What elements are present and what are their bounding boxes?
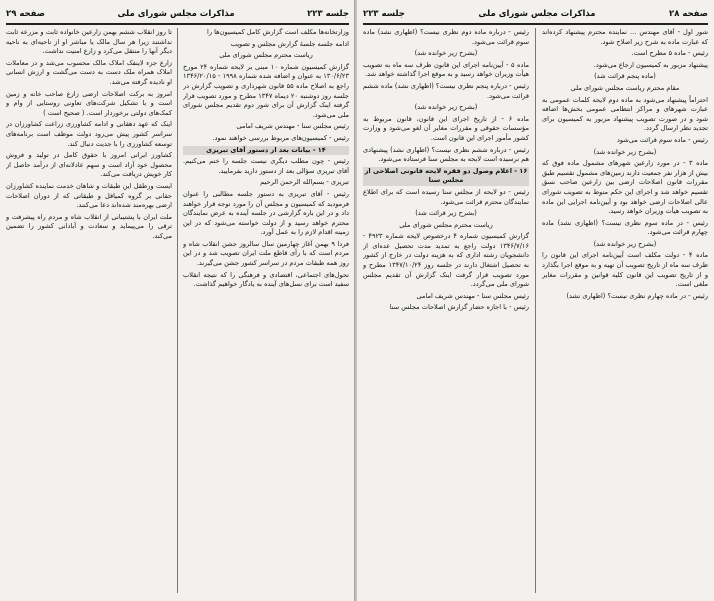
left-page-left-column <box>6 28 172 595</box>
paragraph: رئیس مجلس سنا - مهندس شریف امامی <box>416 291 529 300</box>
paragraph: رئیس - کمیسیون‌های مربوط بررسی خواهند نمود. <box>212 133 349 142</box>
left-page-session: جلسه ۲۲۳ <box>307 9 349 19</box>
paragraph: امروز به برکت اصلاحات ارضی زارع صاحب خانه و زمین است و با تشکیل شرکت‌های تعاونی روستایی از وام و کمک‌های دولتی برخوردار است. ( صحیح است ) <box>6 89 172 117</box>
paragraph: رئیس - ماده سوم قرائت می‌شود <box>616 135 708 144</box>
right-page-header <box>363 6 708 22</box>
paragraph: (بشرح زیر خوانده شد) <box>414 103 478 112</box>
left-page-header <box>6 6 349 22</box>
paragraph: رئیس - ماده ۵ مطرح است. <box>631 49 708 58</box>
paragraph: ادامه جلسه جلسهٔ گزارش مجلس و تصویب <box>230 39 349 48</box>
right-page-left-column <box>363 28 529 595</box>
paragraph: مقام محترم ریاست مجلس شورای ملی <box>570 83 680 92</box>
left-page-right-column <box>183 28 349 595</box>
left-page <box>0 0 356 601</box>
paragraph: گزارش کمیسیون شماره ۴ درخصوص لایحه شماره ۴۹۲۳ - ۱۳۴۶/۷/۱۶ دولت راجع به تمدید مدت تحصیل عده‌ای از دانشجویان رشته اداری که به هزینه دولت در خارج از کشور به تحصیل اشتغال دارند در جلسه روز ۱۳۴۷/۱۰/۲۴ مطرح و مورد تصویب قرار گرفت اینک گزارش آن تقدیم مجلس شورای ملی می‌گردد. <box>363 232 529 289</box>
paragraph: ماده ۳ - در مورد زارعین شهرهای مشمول ماده فوق که بیش از هزار نفر جمعیت دارند زمین‌های مشمول تقسیم طبق مقررات قانون اصلاحات ارضی بین زارعین صاحب نسق تقسیم خواهد شد و اجرای این حکم منوط به تصویب شورای عالی اصلاحات ارضی خواهد بود و آیین‌نامه اجرایی این ماده به تصویب هیأت وزیران خواهد رسید. <box>542 159 708 216</box>
paragraph: ماده ۵ - آیین‌نامه اجرای این قانون ظرف سه ماه به تصویب هیأت وزیران خواهد رسید و به موقع اجرا گذاشته خواهد شد. <box>363 60 529 79</box>
paragraph: (بشرح زیر خوانده شد) <box>593 239 657 248</box>
paragraph: فردا ۹ بهمن آغاز چهارمین سال سالروز جشن انقلاب شاه و مردم است که با رأی قاطع ملت ایران تصویب شد و در این روز همه طبقات مردم در سراسر کشور جشن می‌گیرند. <box>183 239 349 268</box>
paragraph: ریاست محترم مجلس شورای ملی <box>219 51 313 60</box>
right-page-right-column <box>542 28 708 595</box>
right-page-number: صفحه ۲۸ <box>669 9 708 19</box>
right-page-session: جلسه ۲۲۳ <box>363 9 405 19</box>
right-column-divider <box>535 28 536 593</box>
paragraph: گزارش کمیسیون شماره ۱۰ مبنی بر لایحه شماره ۲۴ مورخ ۱۳۰/۶/۲۳ به عنوان و اضافه شده شماره ۱۹۹۸ - ۱۳۴۶/۲۰/۱۵ راجع به اصلاح ماده ۵۵ قانون شهرداری و تصویب گزارش در جلسه روز دوشنبه ۲۰ دیماه ۱۳۴۷ مطرح و مورد تصویب قرار گرفته اینک گزارش آن برای شور دوم تقدیم مجلس شورای ملی می‌شود. <box>183 62 349 119</box>
paragraph: (ماده پنجم قرائت شد) <box>594 72 656 81</box>
paragraph: تا روز انقلاب ششم بهمن زارعین خانواده ثابت و مزرعه ثابت نداشتند زیرا هر سال مالک یا مباشر او از ناحیه‌ای به ناحیه دیگر آنها را منتقل می‌کرد و زارع امنیت نداشت. <box>6 28 172 56</box>
paragraph: رئیس - دو لایحه از مجلس سنا رسیده است که برای اطلاع نمایندگان محترم قرائت می‌شود. <box>363 187 529 206</box>
paragraph: پیشنهاد مزبور به کمیسیون ارجاع می‌شود. <box>593 60 708 69</box>
paragraph: رئیس - درباره ششم نظری نیست؟ (اظهاری نشد) پیشنهادی هم نرسیده است لایحه به مجلس سنا فرستاده می‌شود. <box>363 145 529 164</box>
paragraph: ریاست محترم مجلس شورای ملی <box>399 220 493 229</box>
paragraph: (بشرح زیر خوانده شد) <box>414 49 478 58</box>
paragraph: رئیس - درباره پنجم نظری نیست؟ (اظهاری نشد) ماده ششم قرائت می‌شود. <box>363 81 529 100</box>
paragraph: اینک که عهد دهقانی و ادامه کشاورزی زراعت کشاورزان در سراسر کشور پیش می‌رود دولت موظف است برنامه‌های توسعه کشاورزی را با جدیت دنبال کند. <box>6 120 172 148</box>
right-header-rule <box>363 23 708 25</box>
left-page-number: صفحه ۲۹ <box>6 9 45 19</box>
paragraph: (بشرح زیر قرائت شد) <box>415 209 477 218</box>
paragraph: ایست ورطقل این طبقات و شاهان خدمت نماینده کشاورزان حقانی بر گروه کمیاقل و طبقاتی که از دوران اصلاحات ارضی بهره‌مند شده‌اند دعا می‌کنند. <box>6 181 172 210</box>
right-page <box>357 0 714 601</box>
paragraph: احتراماً پیشنهاد می‌شود به ماده دوم لایحه کلمات عمومی به عبارت شهرهای و مراکز انتظامی عمومی بخش‌ها اضافه شود و در صورت تصویب پیشنهاد مزبور به کمیسیون برای تجدید نظر ارسال گردد. <box>542 95 708 133</box>
paragraph: رئیس - با اجازه حضار گزارش اصلاحات مجلس سنا <box>389 303 529 312</box>
left-page-title: مذاکرات مجلس شورای ملی <box>117 9 235 19</box>
paragraph: تحول‌های اجتماعی، اقتصادی و فرهنگی را که نتیجه انقلاب سفید است برای نسل‌های آینده به یادگار خواهیم گذاشت. <box>183 270 349 289</box>
paragraph: ۱۶ - اعلام وصول دو فقره لایحه قانونی اصلاحی از مجلس سنا <box>364 166 528 185</box>
left-header-rule <box>6 23 349 25</box>
paragraph: رئیس مجلس سنا - مهندس شریف امامی <box>236 122 349 131</box>
left-column-divider <box>177 28 178 593</box>
paragraph: زارع جزء لاینفک املاک مالک محسوب می‌شد و در معاملات املاک همراه ملک دست به دست می‌گشت و ارزش انسانی او نادیده گرفته می‌شد. <box>6 58 172 86</box>
paragraph: ملت ایران با پشتیبانی از انقلاب شاه و مردم راه پیشرفت و ترقی را می‌پیماید و سعادت و آبادانی کشور را تضمین می‌کند. <box>6 212 172 240</box>
paragraph: (بشرح زیر خوانده شد) <box>593 147 657 156</box>
paragraph: رئیس - در ماده سوم نظری نیست؟ (اظهاری نشد) ماده چهارم قرائت می‌شود. <box>542 218 708 237</box>
paragraph: ماده ۴ - دولت مکلف است آیین‌نامه اجرای این قانون را ظرف سه ماه از تاریخ تصویب آن تهیه و به موقع اجرا بگذارد و از تاریخ تصویب این قانون کلیه قوانین و مقررات مغایر ملغی است. <box>542 251 708 289</box>
paragraph: شور اول - آقای مهندس ... نماینده محترم پیشنهاد کرده‌اند که عبارت ماده به شرح زیر اصلاح شود. <box>542 28 708 46</box>
paragraph: رئیس - آقای تبریزی به دستور جلسه مطالبی را عنوان فرمودید که کمیسیون و مجلس آن را مورد توجه قرار خواهند داد و در این باره گزارشی در جلسه آینده به عرض نمایندگان محترم خواهد رسید و از دولت خواسته می‌شود که در این زمینه اقدام لازم را به عمل آورد. <box>183 189 349 237</box>
paragraph: کشاورز ایرانی امروز با حقوق کامل در تولید و فروش محصول خود آزاد است و سهم عادلانه‌ای از درآمد حاصل از کار خویش دریافت می‌کند. <box>6 151 172 179</box>
paragraph: وزارتخانه‌ها مکلف است گزارش کامل کمیسیون‌ها را <box>206 28 349 36</box>
paragraph: ۱۴ - بیانات بعد از دستور آقای تبریزی <box>183 146 349 156</box>
paragraph: تبریزی - بسم‌الله الرحمن الرحیم <box>260 178 349 187</box>
paragraph: رئیس - درباره ماده دوم نظری نیست؟ (اظهاری نشد) ماده سوم قرائت می‌شود. <box>363 28 529 46</box>
paragraph: ماده ۶ - از تاریخ اجرای این قانون، قانون مربوط به مؤسسات حقوقی و مقررات مغایر آن لغو می‌شود و وزارت کشور مأمور اجرای این قانون است. <box>363 114 529 142</box>
right-page-title: مذاکرات مجلس شورای ملی <box>478 9 596 19</box>
paragraph: رئیس - چون مطلب دیگری نیست جلسه را ختم می‌کنیم. آقای تبریزی سؤالی بعد از دستور دارید بفرمایید. <box>183 157 349 175</box>
paragraph: رئیس - در ماده چهارم نظری نیست؟ (اظهاری نشد) <box>566 291 708 300</box>
